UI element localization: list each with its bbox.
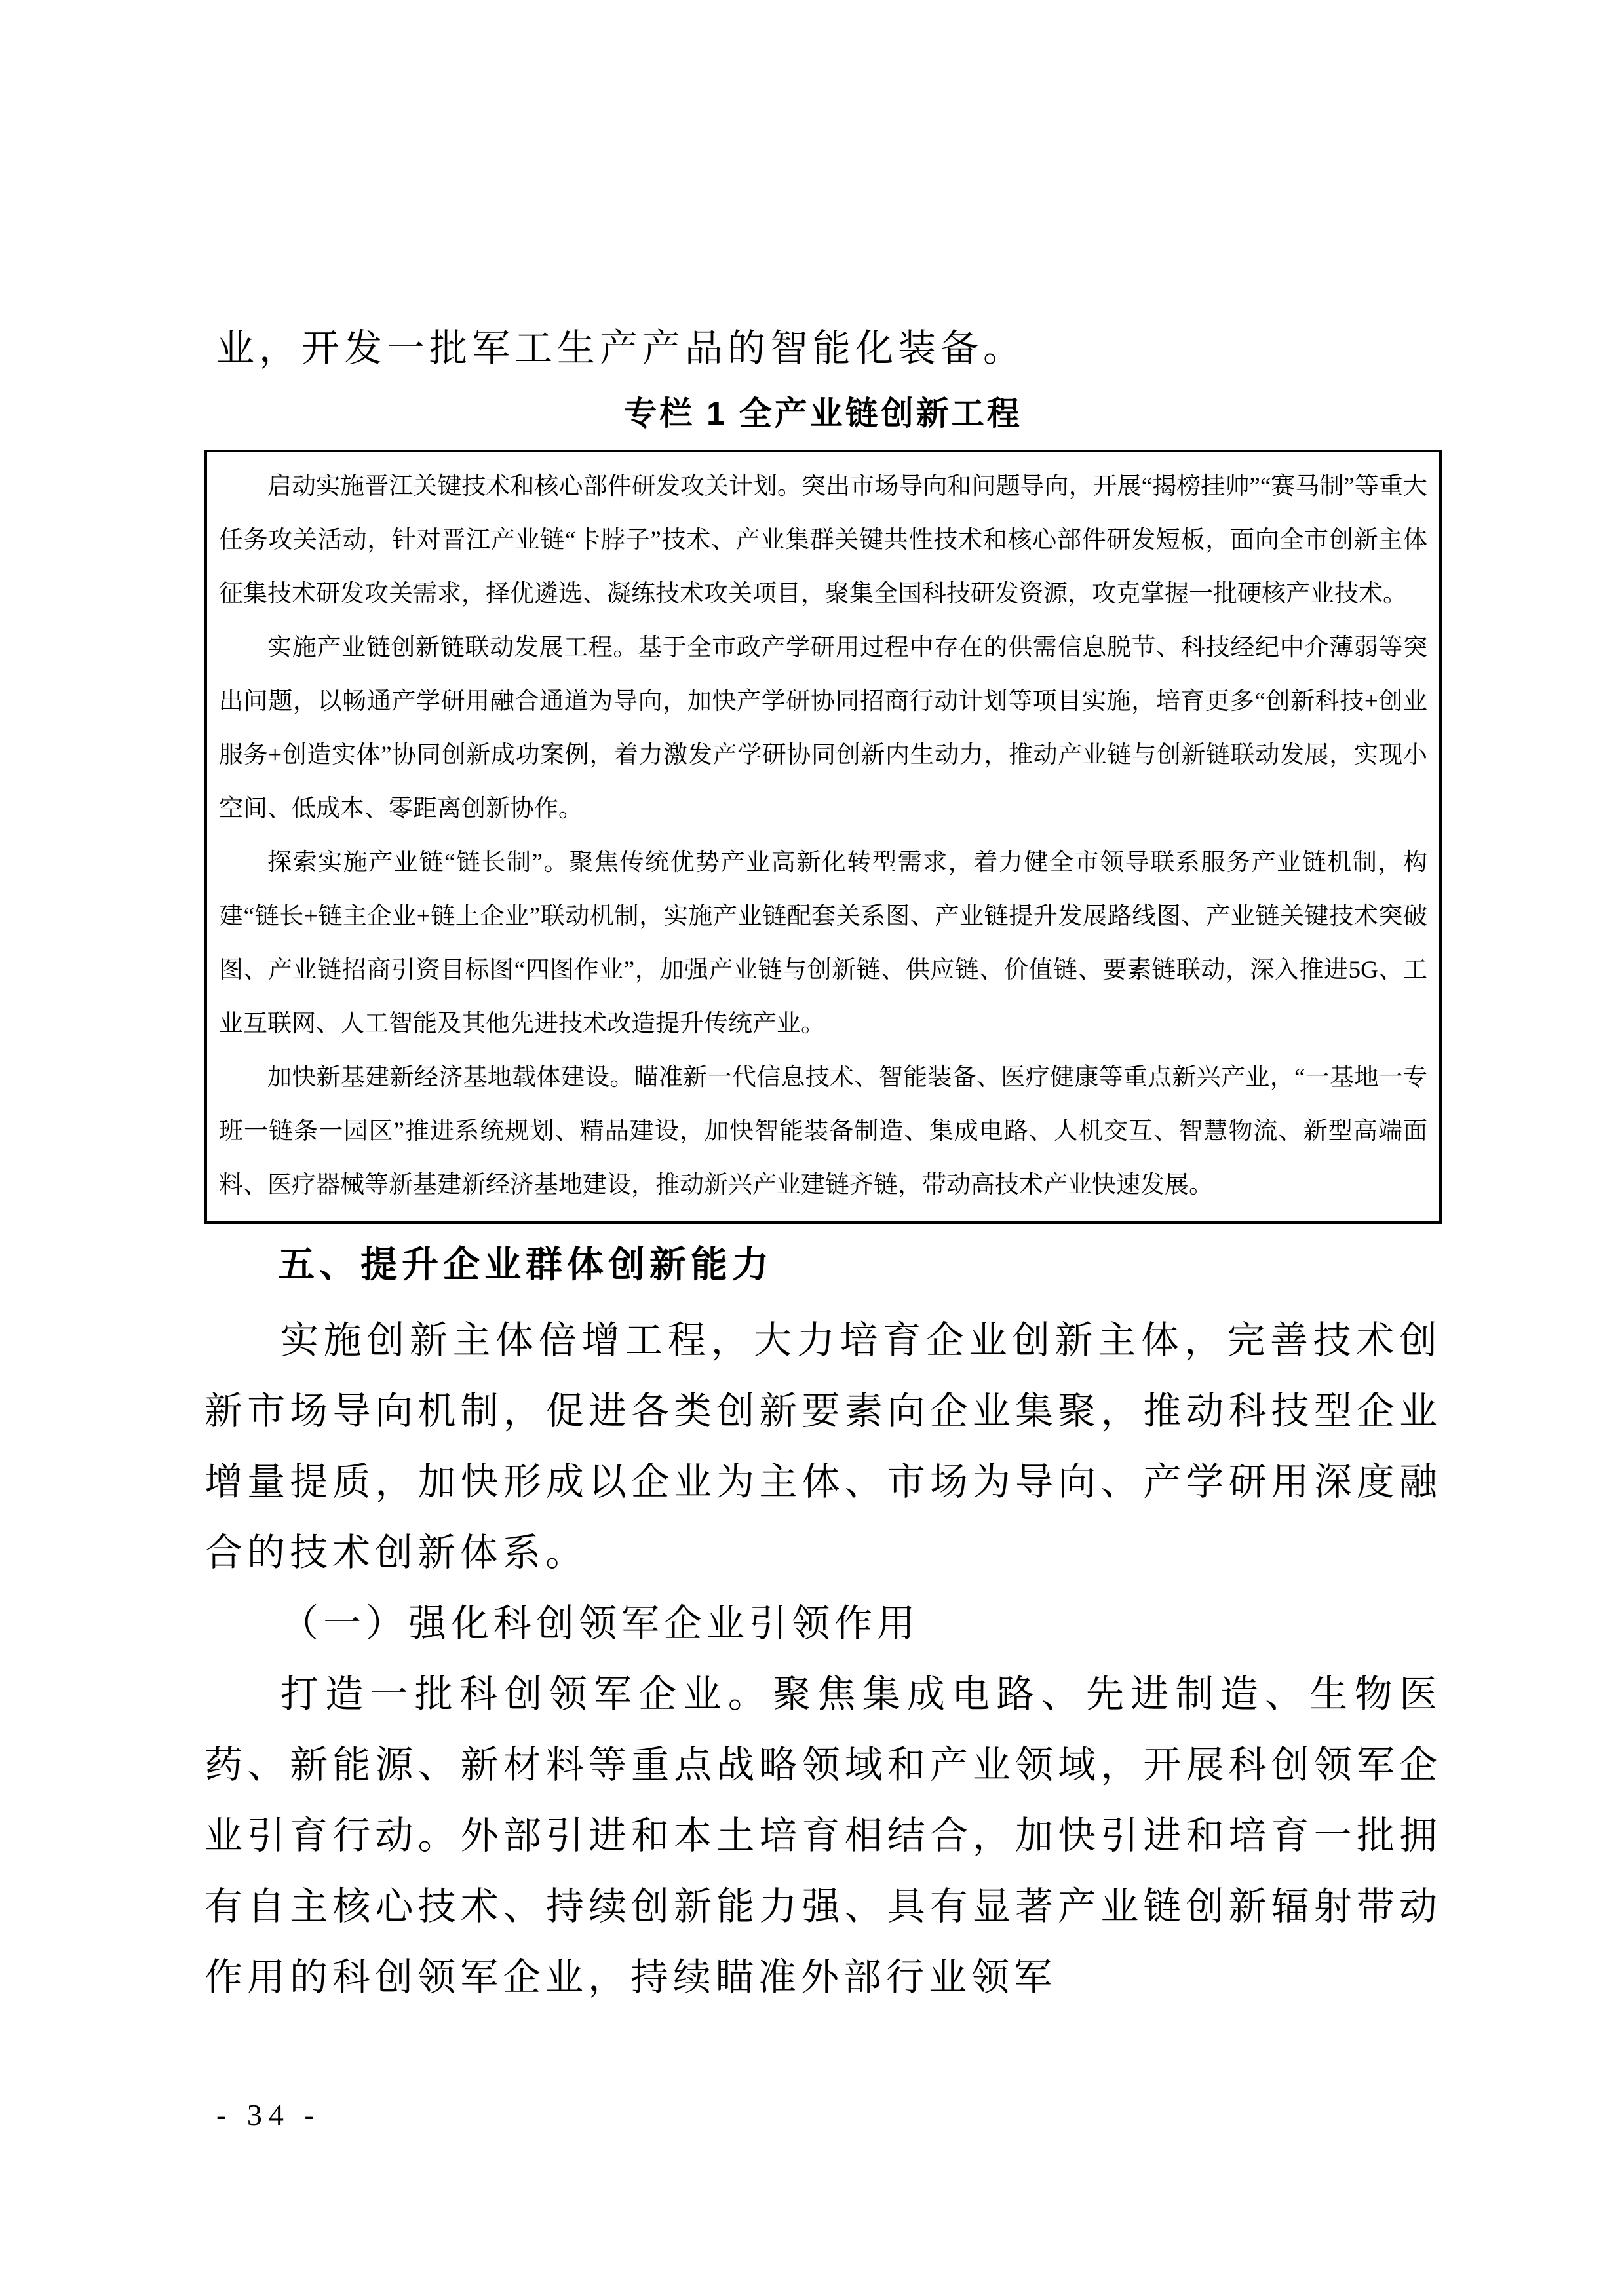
box-paragraph: 实施产业链创新链联动发展工程。基于全市政产学研用过程中存在的供需信息脱节、科技经纪中介薄弱等突出问题，以畅通产学研用融合通道为导向，加快产学研协同招商行动计划等项目实施，培育更多“创新科技+创业服务+创造实体”协同创新成功案例，着力激发产学研协同创新内生动力，推动产业链与创新链联动发展，实现小空间、低成本、零距离创新协作。: [219, 634, 1427, 822]
subsection-heading: （一）强化科创领军企业引领作用: [280, 1602, 920, 1645]
callout-box-title: 专栏 1 全产业链创新工程: [624, 395, 1022, 432]
box-paragraph: 启动实施晋江关键技术和核心部件研发攻关计划。突出市场导向和问题导向，开展“揭榜挂帅”“赛马制”等重大任务攻关活动，针对晋江产业链“卡脖子”技术、产业集群关键共性技术和核心部件研发短板，面向全市创新主体征集技术研发攻关需求，择优遴选、凝练技术攻关项目，聚集全国科技研发资源，攻克掌握一批硬核产业技术。: [219, 473, 1427, 607]
box-paragraph: 探索实施产业链“链长制”。聚焦传统优势产业高新化转型需求，着力健全市领导联系服务产业链机制，构建“链长+链主企业+链上企业”联动机制，实施产业链配套关系图、产业链提升发展路线图、产业链关键技术突破图、产业链招商引资目标图“四图作业”，加强产业链与创新链、供应链、价值链、要素链联动，深入推进5G、工业互联网、人工智能及其他先进技术改造提升传统产业。: [219, 849, 1427, 1037]
body-paragraph: 实施创新主体倍增工程，大力培育企业创新主体，完善技术创新市场导向机制，促进各类创新要素向企业集聚，推动科技型企业增量提质，加快形成以企业为主体、市场为导向、产学研用深度融合的技术创新体系。: [204, 1319, 1442, 1574]
page-content: [204, 313, 1442, 2013]
intro-paragraph: 业，开发一批军工生产产品的智能化装备。: [216, 327, 1026, 370]
body-paragraph: 打造一批科创领军企业。聚焦集成电路、先进制造、生物医药、新能源、新材料等重点战略领域和产业领域，开展科创领军企业引育行动。外部引进和本土培育相结合，加快引进和培育一批拥有自主核心技术、持续创新能力强、具有显著产业链创新辐射带动作用的科创领军企业，持续瞄准外部行业领军: [204, 1673, 1442, 1999]
box-paragraph: 加快新基建新经济基地载体建设。瞄准新一代信息技术、智能装备、医疗健康等重点新兴产业，“一基地一专班一链条一园区”推进系统规划、精品建设，加快智能装备制造、集成电路、人机交互、智慧物流、新型高端面料、医疗器械等新基建新经济基地建设，推动新兴产业建链齐链，带动高技术产业快速发展。: [219, 1064, 1427, 1198]
section-heading: 五、提升企业群体创新能力: [278, 1244, 773, 1285]
callout-box: [204, 450, 1442, 1224]
page-number: - 34 -: [216, 2098, 321, 2132]
